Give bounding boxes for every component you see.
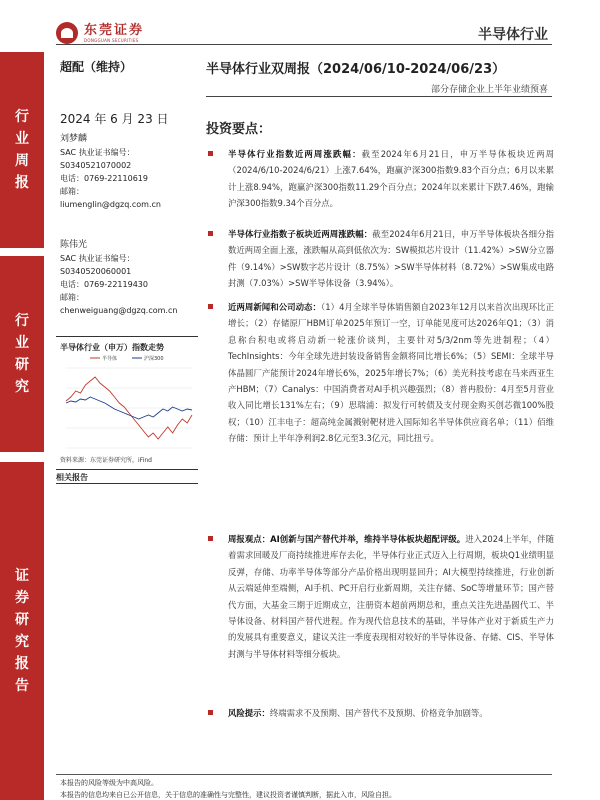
rating: 超配（维持） xyxy=(60,60,133,74)
sidebar-block-securities-report xyxy=(0,462,44,800)
sidebar-char: 行 xyxy=(15,313,29,329)
report-title: 半导体行业双周报（2024/06/10-2024/06/23） xyxy=(206,62,506,77)
bullet-index-change xyxy=(206,146,554,212)
footer-disclaimer: 本报告的信息均来自已公开信息，关于信息的准确性与完整性，建议投资者谨慎判断，据此入市，风险自担。 xyxy=(60,791,396,799)
investment-points-heading: 投资要点： xyxy=(206,122,272,137)
analyst-email[interactable]: liumenglin@dgzq.com.cn xyxy=(60,200,161,209)
analyst-phone: 电话：0769-22110619 xyxy=(60,174,148,183)
bullet-head: 近两周新闻和公司动态： xyxy=(228,302,321,312)
chart-source: 资料来源：东莞证券研究所，iFind xyxy=(60,457,152,464)
sidebar-char: 究 xyxy=(15,379,29,395)
analyst-card xyxy=(60,133,161,211)
industry-label: 半导体行业 xyxy=(478,27,548,43)
analyst-email-label: 邮箱： xyxy=(60,293,84,302)
company-logo xyxy=(56,22,144,44)
related-reports-heading: 相关报告 xyxy=(56,473,88,482)
sidebar-char: 研 xyxy=(15,357,29,373)
sidebar-char: 券 xyxy=(15,590,29,606)
bullet-body: （1）4月全球半导体销售额自2023年12月以来首次出现环比正增长；（2）存储原厂HBM订单2025年预订一空，订单能见度可达2026年Q1；（3）消息称台积电或将启动新一轮涨价谈判，主要针对5/3/2nm等先进制程；（4）TechInsights：今年全球先进封装设备销售金额将同比增长6%；（5）SEMI：全球半导体晶圆厂产能预计2024年增长6%，2025年增长7%；（6）美光科技考虑在马来西亚生产HBM；（7）Canalys：中国消费者对AI手机兴趣强烈；（8）普冉股份：4月至5月营业收入同比增长131%左右；（9）思瑞浦：拟发行可转债及支付现金购买创芯微100%股权；（10）江丰电子：超高纯金属溅射靶材进入国际知名半导体供应商名单；（11）佰维存储：预计上半年净利润2.8亿元至3.3亿元，同比扭亏。 xyxy=(228,302,555,444)
bullet-news xyxy=(206,299,554,447)
sidebar-block-weekly xyxy=(0,52,44,248)
title-divider xyxy=(206,96,552,97)
bullet-body: 截至2024年6月21日，申万半导体板块近两周（2024/6/10-2024/6/21）上涨7.64%，跑赢沪深300指数9.83个百分点；6月以来累计上涨8.94%，跑赢沪深300指数11.29个百分点；2024年以来累计下跌7.46%，跑输沪深300指数9.34个百分点。 xyxy=(228,149,554,209)
sidebar-char: 报 xyxy=(15,175,29,191)
analyst-cert-label: SAC 执业证书编号： xyxy=(60,254,135,263)
sidebar-char: 报 xyxy=(15,656,29,672)
bullet-head: 半导体行业指数近两周涨跌幅： xyxy=(228,149,362,159)
bullet-body: 截至2024年6月21日，申万半导体板块各细分指数近两周全面上涨，涨跌幅从高到低依次为：SW模拟芯片设计（11.42%）>SW分立器件（9.14%）>SW数字芯片设计（8.75%）>SW半导体材料（8.72%）>SW集成电路封测（7.03%）>SW半导体设备（3.94%）。 xyxy=(228,229,554,289)
bullet-subsector-change xyxy=(206,226,554,292)
sidebar-block-research xyxy=(0,256,44,452)
analyst-cert-no: S0340521070002 xyxy=(60,161,132,170)
logo-en: DONGGUAN SECURITIES xyxy=(84,37,139,43)
footer-divider xyxy=(56,774,552,775)
analyst-cert-no: S0340520060001 xyxy=(60,267,132,276)
footer-risk-level: 本报告的风险等级为中高风险。 xyxy=(60,779,158,787)
header-divider xyxy=(56,44,552,45)
bullet-body: 终端需求不及预期、国产替代不及预期、价格竞争加剧等。 xyxy=(269,708,488,718)
report-subtitle: 部分存储企业上半年业绩预喜 xyxy=(430,85,548,95)
logo-cn: 东莞证券 xyxy=(84,22,145,38)
sidebar-char: 研 xyxy=(15,612,29,628)
analyst-card xyxy=(60,239,177,317)
legend-label: 半导体 xyxy=(102,356,118,362)
bullet-head: 周报观点：AI创新与国产替代并举，维持半导体板块超配评级。 xyxy=(228,534,466,544)
sidebar-char: 业 xyxy=(15,335,29,351)
analyst-email[interactable]: chenweiguang@dgzq.com.cn xyxy=(60,306,178,315)
related-bottom-divider xyxy=(56,483,198,484)
legend-label: 沪深300 xyxy=(144,356,164,362)
analyst-cert-label: SAC 执业证书编号： xyxy=(60,148,135,157)
analyst-name: 陈伟光 xyxy=(60,240,88,250)
bullet-head: 风险提示： xyxy=(228,708,270,718)
analyst-email-label: 邮箱： xyxy=(60,187,84,196)
report-date: 2024 年 6 月 23 日 xyxy=(60,112,169,126)
analyst-phone: 电话：0769-22119430 xyxy=(60,280,148,289)
bullet-view xyxy=(206,531,554,662)
bullet-risk xyxy=(206,705,554,721)
sidebar-char: 周 xyxy=(15,153,29,169)
left-sidebar xyxy=(0,0,44,800)
sidebar-char: 业 xyxy=(15,131,29,147)
analyst-name: 刘梦麟 xyxy=(60,134,88,144)
chart-title: 半导体行业（申万）指数走势 xyxy=(60,343,164,352)
sidebar-char: 告 xyxy=(15,678,29,694)
bullet-head: 半导体行业指数子板块近两周涨跌幅： xyxy=(228,229,373,239)
sidebar-char: 证 xyxy=(15,568,29,584)
logo-icon xyxy=(56,22,78,44)
sidebar-char: 行 xyxy=(15,109,29,125)
sidebar-char: 究 xyxy=(15,634,29,650)
related-top-divider xyxy=(56,469,198,470)
chart-top-divider xyxy=(56,336,198,337)
bullet-body: 进入2024上半年，伴随着需求回暖及厂商持续推进库存去化，半导体行业正式迈入上行周期，板块Q1业绩明显反弹，存储、功率半导体等部分产品价格出现明显回升；AI大模型持续推进，行业创新从云端延伸至端侧，AI手机、PC开启行业新周期，关注存储、SoC等增量环节；国产替代方面，大基金三期于近期成立，注册资本超前两期总和，重点关注先进晶圆代工、半导体设备、材料国产替代进程。作为现代信息技术的基础，半导体产业对于新质生产力的发展具有重要意义，建议关注一季度表现相对较好的半导体设备、存储、CIS、半导体封测与半导体材料等细分板块。 xyxy=(228,534,554,659)
index-trend-chart xyxy=(60,352,196,456)
